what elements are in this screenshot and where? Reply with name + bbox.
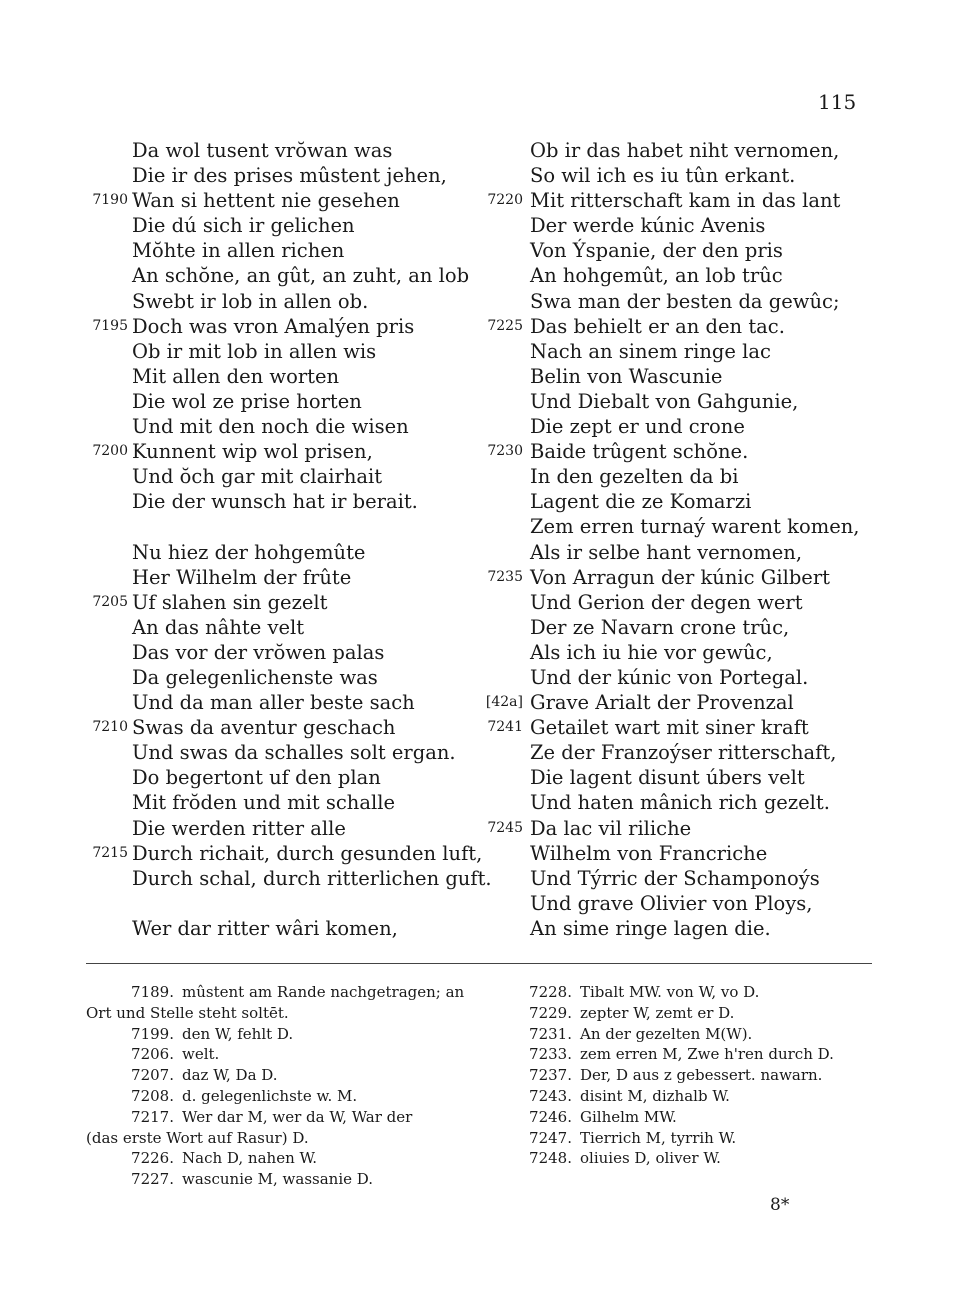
verse-text: Und ŏch gar mit clairhait [132, 465, 383, 489]
footnote-text: (das erste Wort auf Rasur) D. [86, 1128, 309, 1147]
verse-text: In den gezelten da bi [530, 465, 739, 489]
verse-text: Grave Arialt der Provenzal [530, 691, 794, 715]
verse-text: An sime ringe lagen die. [530, 916, 771, 940]
footnote-number: 7246. [529, 1107, 572, 1126]
footnote-text: disint M, dizhalb W. [580, 1086, 730, 1105]
verse-line [80, 188, 480, 213]
footnote [516, 982, 876, 1003]
footnote-text: welt. [182, 1045, 220, 1064]
footnote-text: oliuies D, oliver W. [580, 1149, 721, 1168]
verse-line [478, 841, 878, 866]
verse-line [478, 891, 878, 916]
verse-text: Mŏhte in allen richen [132, 239, 345, 263]
line-number: 7215 [92, 844, 128, 861]
verse-line [478, 740, 878, 765]
verse-text: Swa man der besten da gewûc; [530, 289, 840, 313]
footnote-text: wascunie M, wassanie D. [182, 1170, 374, 1189]
footnote-text: An der gezelten M(W). [580, 1024, 753, 1043]
verse-line [478, 715, 878, 740]
verse-text: Und mit den noch die wisen [132, 415, 409, 439]
verse-line [80, 891, 480, 916]
footnote-number: 7228. [529, 983, 572, 1001]
footnote [86, 1065, 476, 1086]
footnote-number: 7237. [529, 1066, 572, 1085]
verse-line [478, 364, 878, 389]
line-number: 7220 [487, 192, 523, 209]
footnote [516, 1148, 876, 1169]
verse-text: Die werden ritter alle [132, 816, 346, 840]
verse-line [478, 464, 878, 489]
verse-line [80, 489, 480, 514]
verse-line [478, 213, 878, 238]
footnote-number: 7217. [131, 1107, 174, 1126]
footnote-number: 7226. [131, 1149, 174, 1168]
verse-line [80, 263, 480, 288]
verse-text: Wan si hettent nie gesehen [132, 189, 400, 213]
verse-text: Mit ritterschaft kam in das lant [530, 189, 841, 213]
verse-text: Durch richait, durch gesunden luft, [132, 841, 483, 865]
verse-text: Als ich iu hie vor gewûc, [530, 640, 773, 664]
verse-line [478, 163, 878, 188]
verse-text: Als ir selbe hant vernomen, [530, 540, 803, 564]
verse-text: Und grave Olivier von Ploys, [530, 891, 813, 915]
verse-line [478, 665, 878, 690]
line-number: 7245 [487, 819, 523, 836]
footnote-number: 7227. [131, 1170, 174, 1189]
footnote [86, 1128, 476, 1149]
line-number: 7235 [487, 568, 523, 585]
verse-text: An das nâhte velt [132, 615, 305, 639]
footnote-number: 7231. [529, 1024, 572, 1043]
verse-text: An schŏne, an gût, an zuht, an lob [132, 264, 470, 288]
footnote-number: 7233. [529, 1045, 572, 1064]
verse-line [80, 289, 480, 314]
verse-text: Von Ýspanie, der den pris [530, 239, 783, 263]
verse-line [80, 414, 480, 439]
footnote [86, 1044, 476, 1065]
verse-text: An hohgemût, an lob trûc [530, 264, 783, 288]
verse-line [478, 138, 878, 163]
verse-line [478, 439, 878, 464]
footnote-text: Der, D aus z gebessert. nawarn. [580, 1066, 823, 1085]
verse-line [80, 841, 483, 866]
verse-text: Baide trûgent schŏne. [530, 440, 749, 464]
verse-line [80, 765, 480, 790]
verse-text: Mit allen den worten [132, 364, 340, 388]
verse-line [80, 213, 480, 238]
verse-line [80, 565, 480, 590]
line-number: 7195 [92, 317, 128, 334]
footnote [86, 1148, 476, 1169]
verse-text: Die zept er und crone [530, 415, 745, 439]
footnote-text: Tibalt MW. von W, vo D. [580, 983, 760, 1001]
verse-line [478, 414, 878, 439]
verse-text: Wer dar ritter wâri komen, [132, 916, 398, 940]
footnote [516, 1086, 876, 1107]
verse-text: Nach an sinem ringe lac [530, 339, 771, 363]
line-number: 7225 [487, 317, 523, 334]
page-number: 115 [818, 90, 857, 114]
verse-text: Swebt ir lob in allen ob. [132, 289, 369, 313]
footnote [516, 1107, 876, 1128]
verse-line [478, 339, 878, 364]
footnote-rule [86, 963, 872, 964]
footnote-text: Wer dar M, wer da W, War der [182, 1107, 413, 1126]
verse-text: Da lac vil riliche [530, 816, 692, 840]
verse-line [80, 439, 480, 464]
footnote [86, 1169, 476, 1190]
verse-line [478, 866, 878, 891]
verse-line [80, 615, 480, 640]
left-verse-column [80, 138, 492, 941]
footnote [516, 1003, 876, 1024]
verse-text: Das behielt er an den tac. [530, 314, 785, 338]
verse-text: Ob ir das habet niht vernomen, [530, 139, 840, 162]
verse-line [478, 314, 878, 339]
verse-text: Uf slahen sin gezelt [132, 590, 328, 614]
verse-line [80, 640, 480, 665]
verse-text: Die lagent disunt úbers velt [530, 766, 805, 790]
footnote [516, 1128, 876, 1149]
footnote [516, 1044, 876, 1065]
verse-text: Swas da aventur geschach [132, 716, 396, 740]
verse-text: Und Gerion der degen wert [530, 590, 803, 614]
verse-line [478, 690, 878, 715]
verse-text: Mit frŏden und mit schalle [132, 791, 395, 815]
verse-text: Der werde kúnic Avenis [530, 214, 766, 238]
verse-text: Ze der Franzoýser ritterschaft, [530, 741, 837, 765]
line-number: [42a] [485, 694, 523, 711]
verse-text: Nu hiez der hohgemûte [132, 540, 366, 564]
verse-line [80, 389, 480, 414]
verse-line [80, 464, 480, 489]
footnote-number: 7207. [131, 1066, 174, 1085]
footnote [86, 1003, 476, 1024]
verse-text: Her Wilhelm der frûte [132, 565, 352, 589]
footnotes-left [86, 982, 476, 1190]
footnote-text: zepter W, zemt er D. [580, 1003, 735, 1022]
verse-text: Zem erren turnaý warent komen, [530, 515, 860, 539]
verse-line [478, 565, 878, 590]
verse-line [80, 665, 480, 690]
footnote-text: den W, fehlt D. [182, 1024, 294, 1043]
verse-line [478, 816, 878, 841]
verse-line [478, 489, 878, 514]
footnote-number: 7206. [131, 1045, 174, 1064]
verse-text: Durch schal, durch ritterlichen guft. [132, 866, 492, 890]
verse-text: Die wol ze prise horten [132, 389, 362, 413]
line-number: 7200 [92, 443, 128, 460]
verse-line [478, 790, 878, 815]
line-number: 7210 [92, 719, 128, 736]
footnote-text: Tierrich M, tyrrih W. [580, 1128, 737, 1147]
verse-line [478, 289, 878, 314]
verse-line [478, 389, 878, 414]
footnotes-right [516, 982, 876, 1169]
verse-line [80, 816, 480, 841]
verse-text: Lagent die ze Komarzi [530, 490, 752, 514]
verse-line [478, 916, 878, 941]
verse-line [478, 263, 878, 288]
verse-text: Wilhelm von Francriche [530, 841, 768, 865]
footnote [86, 982, 476, 1003]
verse-text: Kunnent wip wol prisen, [132, 440, 373, 464]
verse-text: Und der kúnic von Portegal. [530, 665, 809, 689]
verse-line [478, 590, 878, 615]
verse-line [80, 238, 480, 263]
verse-text: Do begertont uf den plan [132, 766, 381, 790]
footnote [86, 1024, 476, 1045]
footnote [86, 1086, 476, 1107]
footnote-text: daz W, Da D. [182, 1066, 278, 1085]
verse-line [80, 339, 480, 364]
verse-text: Getailet wart mit siner kraft [530, 716, 809, 740]
verse-text: Und swas da schalles solt ergan. [132, 741, 456, 765]
line-number: 7230 [487, 443, 523, 460]
verse-text: Und haten mânich rich gezelt. [530, 791, 830, 815]
verse-line [80, 790, 480, 815]
verse-text: Und da man aller beste sach [132, 691, 415, 715]
footnote-number: 7247. [529, 1128, 572, 1147]
footnote-text: Nach D, nahen W. [182, 1149, 318, 1168]
verse-line [80, 740, 480, 765]
signature-mark: 8* [770, 1195, 790, 1215]
footnote-number: 7243. [529, 1086, 572, 1105]
footnote-text: d. gelegenlichste w. M. [182, 1086, 358, 1105]
verse-line [478, 188, 878, 213]
verse-text: Doch was vron Amalýen pris [132, 314, 415, 338]
footnote [516, 1024, 876, 1045]
footnote [516, 1065, 876, 1086]
line-number: 7190 [92, 192, 128, 209]
verse-line [80, 540, 480, 565]
footnote-number: 7189. [131, 983, 174, 1001]
verse-line [80, 866, 492, 891]
verse-line [478, 514, 878, 539]
verse-line [80, 514, 480, 539]
footnote-text: zem erren M, Zwe h'ren durch D. [580, 1045, 834, 1064]
verse-text: Und Diebalt von Gahgunie, [530, 389, 799, 413]
footnote-number: 7208. [131, 1086, 174, 1105]
verse-text: Die dú sich ir gelichen [132, 214, 355, 238]
verse-text: So wil ich es iu tûn erkant. [530, 164, 796, 188]
line-number: 7205 [92, 593, 128, 610]
verse-line [478, 640, 878, 665]
verse-line [478, 238, 878, 263]
footnote-number: 7248. [529, 1149, 572, 1168]
verse-text: Die der wunsch hat ir berait. [132, 490, 418, 514]
verse-line [80, 690, 480, 715]
verse-line [80, 590, 480, 615]
verse-line [80, 916, 480, 941]
verse-text: Die ir des prises mûstent jehen, [132, 164, 447, 188]
verse-text: Der ze Navarn crone trûc, [530, 615, 790, 639]
footnote-text: Gilhelm MW. [580, 1107, 677, 1126]
verse-text: Das vor der vrŏwen palas [132, 640, 385, 664]
verse-line [478, 615, 878, 640]
verse-text: Ob ir mit lob in allen wis [132, 339, 377, 363]
footnote [86, 1107, 476, 1128]
verse-line [80, 314, 480, 339]
verse-text: Da gelegenlichenste was [132, 665, 378, 689]
verse-line [478, 540, 878, 565]
verse-line [80, 715, 480, 740]
verse-line [80, 138, 480, 163]
footnote-number: 7229. [529, 1003, 572, 1022]
line-number: 7241 [487, 719, 523, 736]
footnote-text: Ort und Stelle steht soltēt. [86, 1003, 289, 1022]
verse-text: Belin von Wascunie [530, 364, 723, 388]
verse-line [478, 765, 878, 790]
verse-line [80, 163, 480, 188]
footnote-number: 7199. [131, 1024, 174, 1043]
verse-text: Und Týrric der Schamponoýs [530, 866, 820, 890]
verse-line [80, 364, 480, 389]
right-verse-column [478, 138, 878, 941]
verse-text: Da wol tusent vrŏwan was [132, 139, 393, 162]
verse-text: Von Arragun der kúnic Gilbert [530, 565, 831, 589]
footnote-text: mûstent am Rande nachgetragen; an [182, 983, 465, 1001]
